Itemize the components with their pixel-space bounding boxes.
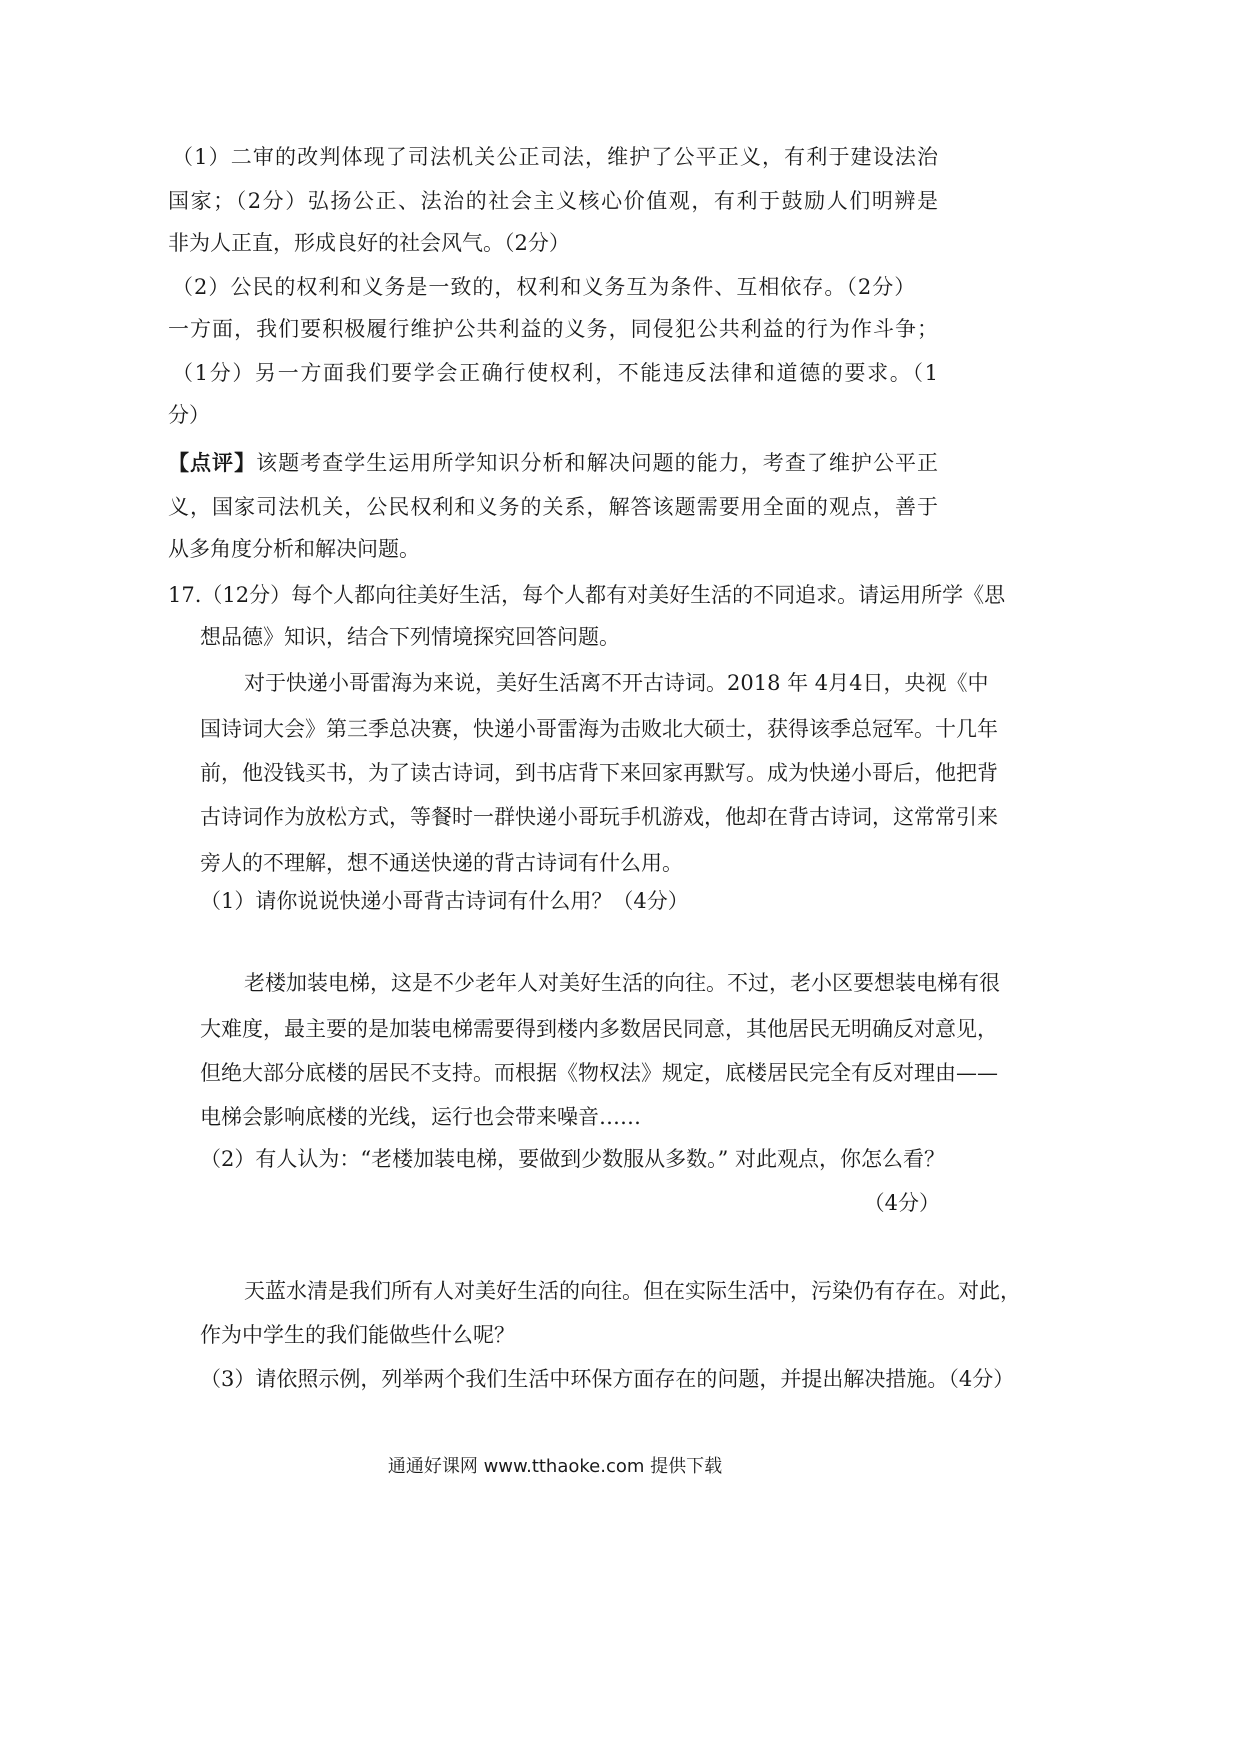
- comment-line: 义，国家司法机关，公民权利和义务的关系，解答该题需要用全面的观点，善于: [168, 495, 938, 519]
- passage-line: 天蓝水清是我们所有人对美好生活的向往。但在实际生活中，污染仍有存在。对此，: [244, 1279, 1021, 1303]
- answer-line: 国家；（2分）弘扬公正、法治的社会主义核心价值观，有利于鼓励人们明辨是: [168, 189, 938, 213]
- answer-line: （2）公民的权利和义务是一致的，权利和义务互为条件、互相依存。（2分）: [172, 275, 917, 299]
- question-header: 想品德》知识，结合下列情境探究回答问题。: [200, 625, 620, 649]
- answer-line: 分）: [168, 403, 210, 427]
- passage-line: 旁人的不理解，想不通送快递的背古诗词有什么用。: [200, 851, 683, 875]
- passage-line: 但绝大部分底楼的居民不支持。而根据《物权法》规定，底楼居民完全有反对理由——: [200, 1061, 998, 1085]
- answer-line: 非为人正直，形成良好的社会风气。（2分）: [168, 231, 570, 255]
- comment-first-line: [168, 448, 938, 478]
- passage-line: 前，他没钱买书，为了读古诗词，到书店背下来回家再默写。成为快递小哥后，他把背: [200, 761, 998, 785]
- comment-text: 该题考查学生运用所学知识分析和解决问题的能力，考查了维护公平正: [256, 451, 939, 475]
- comment-label: 【点评】: [168, 450, 257, 475]
- sub-question-2-score: （4分）: [863, 1191, 940, 1215]
- passage-line: 对于快递小哥雷海为来说，美好生活离不开古诗词。2018 年 4月4日，央视《中: [244, 671, 989, 695]
- passage-line: 大难度，最主要的是加装电梯需要得到楼内多数居民同意，其他居民无明确反对意见，: [200, 1017, 998, 1041]
- passage-line: 电梯会影响底楼的光线，运行也会带来噪音……: [200, 1105, 641, 1129]
- answer-line: （1分）另一方面我们要学会正确行使权利，不能违反法律和道德的要求。（1: [172, 361, 938, 385]
- passage-line: 国诗词大会》第三季总决赛，快递小哥雷海为击败北大硕士，获得该季总冠军。十几年: [200, 717, 998, 741]
- passage-line: 老楼加装电梯，这是不少老年人对美好生活的向往。不过，老小区要想装电梯有很: [244, 971, 1000, 995]
- answer-line: （1）二审的改判体现了司法机关公正司法，维护了公平正义，有利于建设法治: [172, 145, 938, 169]
- question-header: 17.（12分）每个人都向往美好生活，每个人都有对美好生活的不同追求。请运用所学《思: [168, 583, 1006, 607]
- sub-question-1: （1）请你说说快递小哥背古诗词有什么用？（4分）: [200, 889, 689, 913]
- passage-line: 作为中学生的我们能做些什么呢？: [200, 1323, 515, 1347]
- sub-question-3: （3）请依照示例，列举两个我们生活中环保方面存在的问题，并提出解决措施。（4分）: [200, 1367, 1015, 1391]
- sub-question-2: （2）有人认为：“老楼加装电梯，要做到少数服从多数。” 对此观点，你怎么看？: [200, 1147, 946, 1171]
- passage-line: 古诗词作为放松方式，等餐时一群快递小哥玩手机游戏，他却在背古诗词，这常常引来: [200, 805, 998, 829]
- comment-line: 从多角度分析和解决问题。: [168, 537, 420, 561]
- page-footer: 通通好课网 www.tthaoke.com 提供下载: [387, 1456, 723, 1477]
- answer-line: 一方面，我们要积极履行维护公共利益的义务，同侵犯公共利益的行为作斗争；: [168, 317, 938, 341]
